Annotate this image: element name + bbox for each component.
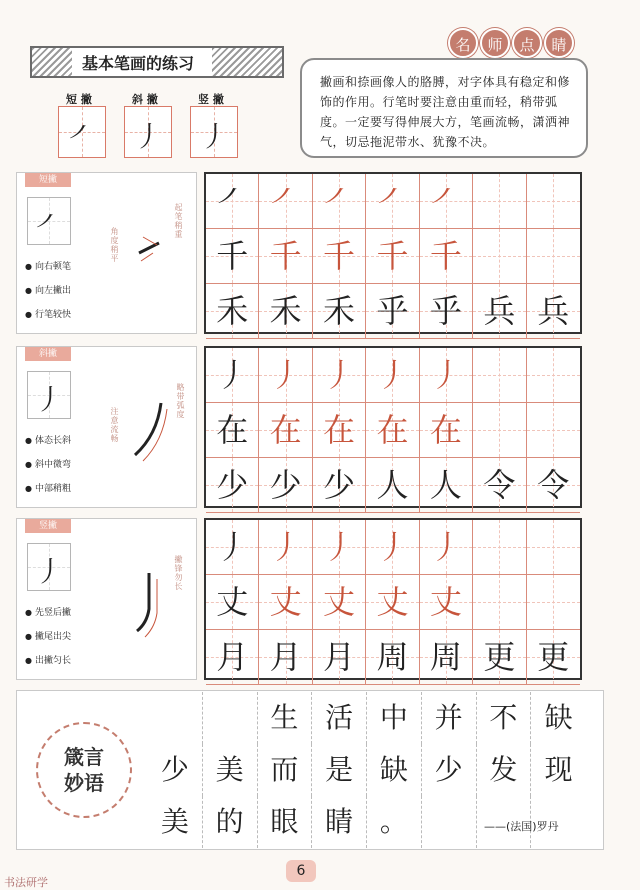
quote-cell: 而 (258, 744, 313, 796)
grid-cell[interactable]: 乎 (420, 284, 473, 339)
quote-cell: 并 (422, 692, 477, 744)
sample-char: 丿 (199, 120, 228, 153)
stroke-demo-char: ㇒ (34, 209, 63, 242)
badge-char: 点 (512, 28, 542, 58)
grid-cell[interactable] (527, 174, 580, 229)
stroke-demo-box (27, 197, 71, 245)
sample-label-vertical: 竖 撇 (198, 93, 224, 106)
grid-cell[interactable]: ㇒ (366, 174, 419, 229)
grid-cell[interactable]: 人 (366, 458, 419, 513)
stroke-tip: ● 撇尾出尖 (25, 629, 71, 642)
badge-char: 睛 (544, 28, 574, 58)
grid-cell[interactable]: 更 (527, 630, 580, 685)
stroke-diagram (127, 565, 167, 645)
teacher-tip-box (300, 58, 588, 158)
practice-grid-vertical (204, 518, 582, 680)
grid-cell[interactable]: 令 (473, 458, 526, 513)
stroke-tip: ● 向左撇出 (25, 283, 71, 296)
badge-char: 师 (480, 28, 510, 58)
stroke-demo-char: 丿 (34, 383, 63, 416)
sample-char: 丿 (133, 120, 162, 153)
quote-emblem (36, 722, 132, 818)
stroke-tag: 竖撇 (25, 519, 71, 533)
quote-cell: 。 (367, 796, 422, 848)
grid-cell[interactable]: 丿 (313, 348, 366, 403)
grid-cell[interactable] (473, 174, 526, 229)
grid-cell[interactable]: 丿 (420, 348, 473, 403)
stroke-demo-box (27, 543, 71, 591)
stroke-tag: 短撇 (25, 173, 71, 187)
quote-cell: 缺 (544, 701, 573, 734)
grid-cell[interactable]: 月 (259, 630, 312, 685)
page-number: 6 (286, 860, 316, 882)
quote-cell (203, 692, 258, 744)
grid-cell[interactable] (473, 403, 526, 458)
grid-cell[interactable]: ㇒ (206, 174, 259, 229)
stroke-note: 起笔稍重 (174, 203, 183, 239)
stroke-diagram (127, 395, 171, 465)
emblem-line: 妙语 (64, 771, 104, 795)
sample-label-slant: 斜 撇 (132, 93, 158, 106)
grid-cell[interactable]: 丿 (366, 348, 419, 403)
stroke-tip: ● 行笔较快 (25, 307, 71, 320)
grid-cell[interactable]: 在 (366, 403, 419, 458)
grid-cell[interactable]: 禾 (259, 284, 312, 339)
stroke-panel-short (16, 172, 197, 334)
quote-cell: 眼 (258, 796, 313, 848)
stroke-panel-slant (16, 346, 197, 508)
badge-char: 名 (448, 28, 478, 58)
grid-cell[interactable]: 千 (366, 229, 419, 284)
stroke-note: 撇锋勿长 (174, 555, 183, 591)
sample-box-vertical (190, 106, 238, 158)
grid-cell[interactable]: 少 (313, 458, 366, 513)
stroke-note: 注意流畅 (110, 407, 119, 443)
sample-box-short (58, 106, 106, 158)
quote-cell: 现 (544, 753, 573, 786)
stroke-note: 略带弧度 (176, 383, 185, 419)
grid-cell[interactable]: 在 (259, 403, 312, 458)
grid-cell[interactable]: ㇒ (313, 174, 366, 229)
grid-cell[interactable]: 千 (420, 229, 473, 284)
stroke-demo-char: 丿 (34, 555, 63, 588)
grid-cell[interactable]: 千 (206, 229, 259, 284)
sample-char: ㇒ (67, 120, 96, 153)
sample-label-short: 短 撇 (66, 93, 92, 106)
grid-cell[interactable]: 少 (259, 458, 312, 513)
quote-cell: 活 (312, 692, 367, 744)
quote-cell: 发 (477, 744, 532, 796)
grid-cell[interactable]: 更 (473, 630, 526, 685)
quote-cell: 缺 (367, 744, 422, 796)
grid-cell[interactable]: 丿 (206, 520, 259, 575)
practice-grid-short (204, 172, 582, 334)
grid-cell[interactable]: 丿 (366, 520, 419, 575)
stroke-note: 角度稍平 (110, 227, 119, 263)
grid-cell[interactable]: 乎 (366, 284, 419, 339)
grid-cell[interactable]: ㇒ (259, 174, 312, 229)
grid-cell[interactable]: 兵 (527, 284, 580, 339)
quote-cell: 不 (477, 692, 532, 744)
grid-cell[interactable]: 丿 (420, 520, 473, 575)
grid-cell[interactable] (527, 348, 580, 403)
section-title: 基本笔画的练习 (76, 51, 200, 74)
quote-cell: 少 (148, 744, 203, 796)
practice-grid-slant (204, 346, 582, 508)
quote-author: ——(法国)罗丹 (484, 820, 559, 833)
grid-cell[interactable]: 丈 (259, 575, 312, 630)
grid-cell[interactable]: 人 (420, 458, 473, 513)
emblem-line: 箴言 (64, 745, 104, 769)
grid-cell[interactable]: 丿 (259, 348, 312, 403)
stroke-tip: ● 斜中微弯 (25, 457, 71, 470)
stroke-tag: 斜撇 (25, 347, 71, 361)
grid-cell[interactable] (527, 403, 580, 458)
grid-cell[interactable]: 在 (420, 403, 473, 458)
quote-cell: 中 (367, 692, 422, 744)
stroke-demo-box (27, 371, 71, 419)
grid-cell[interactable] (473, 575, 526, 630)
grid-cell[interactable]: 周 (420, 630, 473, 685)
grid-cell[interactable]: 丈 (313, 575, 366, 630)
stroke-tip: ● 中部稍粗 (25, 481, 71, 494)
quote-cell (422, 796, 477, 848)
sample-box-slant (124, 106, 172, 158)
grid-cell[interactable]: 在 (313, 403, 366, 458)
quote-cell: 美 (203, 744, 258, 796)
stroke-diagram (131, 223, 171, 273)
grid-cell[interactable]: ㇒ (420, 174, 473, 229)
grid-cell[interactable]: 周 (366, 630, 419, 685)
grid-cell[interactable]: 丈 (206, 575, 259, 630)
quote-cell: 生 (258, 692, 313, 744)
grid-cell[interactable]: 丈 (366, 575, 419, 630)
stroke-tip: ● 体态长斜 (25, 433, 71, 446)
grid-cell[interactable] (527, 575, 580, 630)
grid-cell[interactable]: 令 (527, 458, 580, 513)
grid-cell[interactable]: 丿 (313, 520, 366, 575)
quote-cell: 睛 (312, 796, 367, 848)
grid-cell[interactable]: 禾 (313, 284, 366, 339)
grid-cell[interactable] (527, 520, 580, 575)
stroke-tip: ● 出撇匀长 (25, 653, 71, 666)
grid-cell[interactable]: 少 (206, 458, 259, 513)
grid-cell[interactable]: 丈 (420, 575, 473, 630)
quote-cell (148, 692, 203, 744)
grid-cell[interactable] (473, 229, 526, 284)
grid-cell[interactable]: 千 (313, 229, 366, 284)
quote-cell: 少 (422, 744, 477, 796)
stroke-tip: ● 先竖后撇 (25, 605, 71, 618)
grid-cell[interactable]: 丿 (259, 520, 312, 575)
quote-cell: 的 (203, 796, 258, 848)
grid-cell[interactable]: 兵 (473, 284, 526, 339)
stroke-tip: ● 向右顿笔 (25, 259, 71, 272)
footer-text: 书法研学 (4, 876, 48, 889)
grid-cell[interactable]: 月 (206, 630, 259, 685)
teacher-tip-text: 撇画和捺画像人的胳膊，对字体具有稳定和修饰的作用。行笔时要注意由重而轻，稍带弧度。一定要写得伸展大方，笔画流畅，潇洒神气，切忌拖泥带水、犹豫不决。 (320, 75, 571, 149)
grid-cell[interactable] (527, 229, 580, 284)
grid-cell[interactable] (473, 520, 526, 575)
stroke-panel-vertical (16, 518, 197, 680)
grid-cell[interactable]: 在 (206, 403, 259, 458)
grid-cell[interactable]: 月 (313, 630, 366, 685)
grid-cell[interactable]: 禾 (206, 284, 259, 339)
section-title-box (30, 46, 284, 78)
quote-cell: 美 (148, 796, 203, 848)
grid-cell[interactable]: 丿 (206, 348, 259, 403)
quote-cell: 是 (312, 744, 367, 796)
teacher-tip-badge (448, 24, 578, 60)
grid-cell[interactable]: 千 (259, 229, 312, 284)
grid-cell[interactable] (473, 348, 526, 403)
